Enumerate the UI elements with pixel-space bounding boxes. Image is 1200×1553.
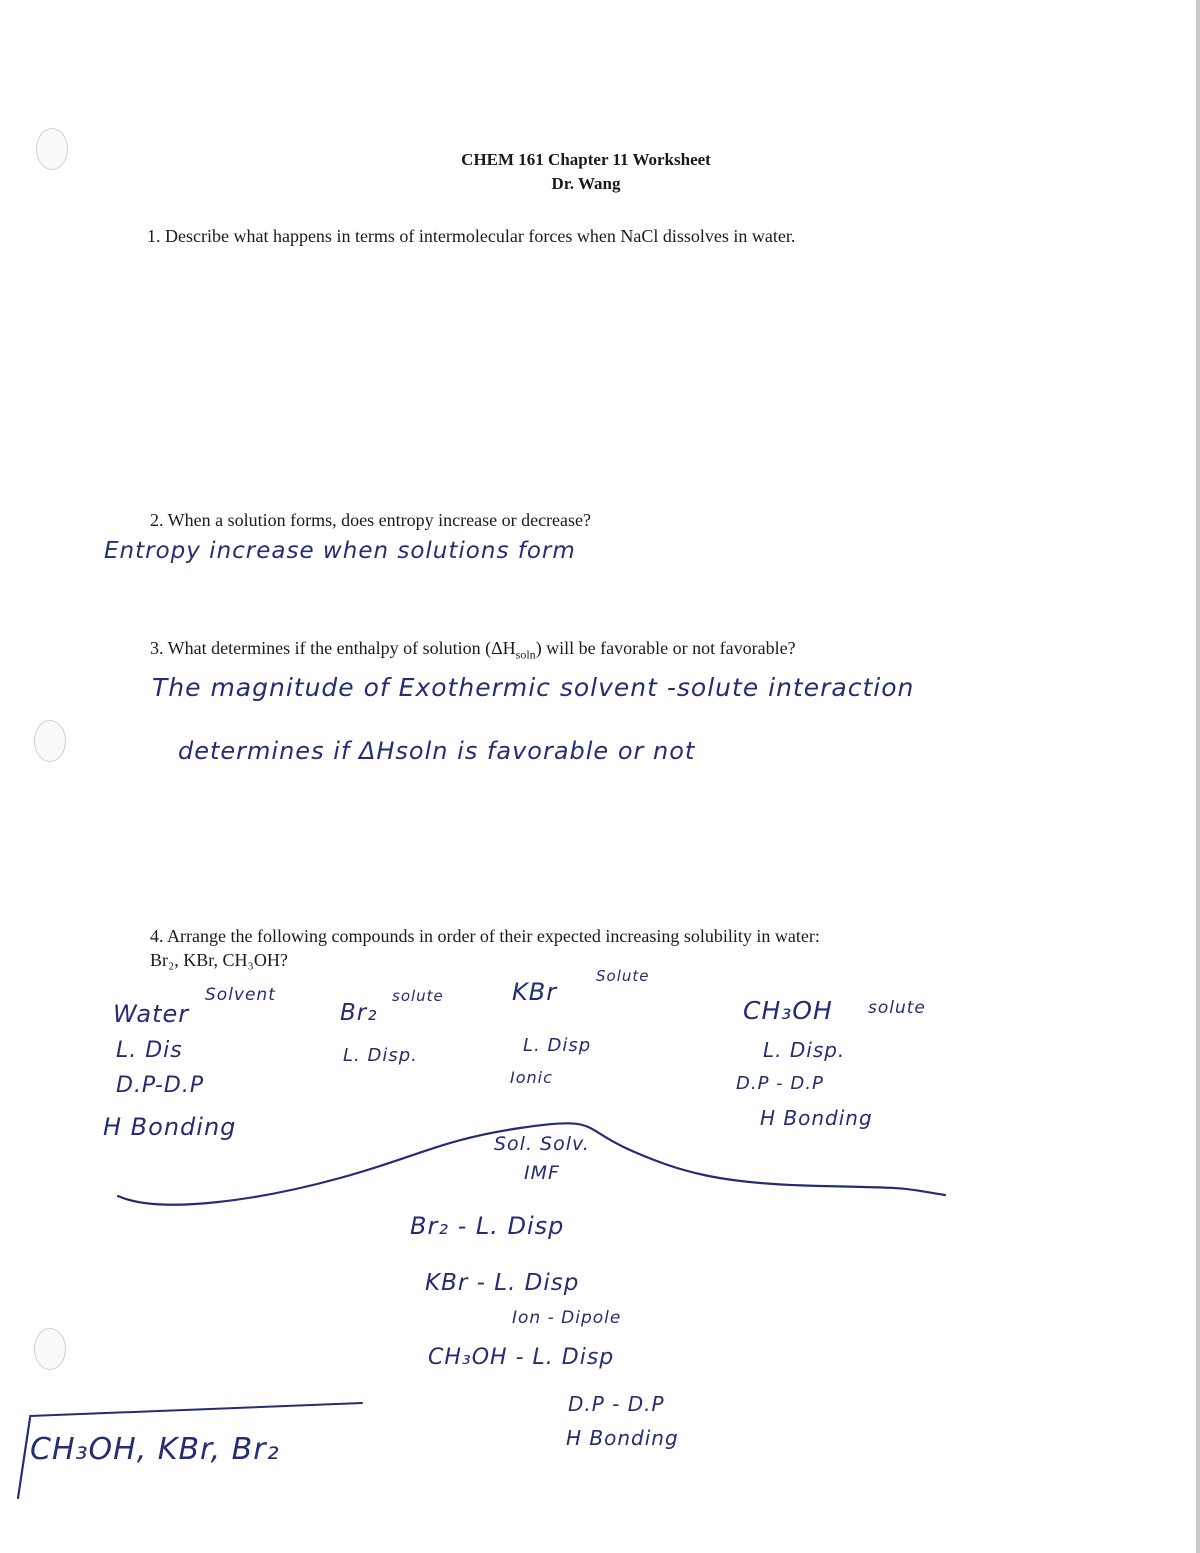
kbr-force-1: L. Disp [523,1035,592,1056]
water-label: Water [113,1000,190,1028]
final-answer: CH₃OH, KBr, Br₂ [30,1432,280,1467]
question-2: 2. When a solution forms, does entropy increase or decrease? [150,510,592,530]
br2-role: solute [392,987,444,1005]
answer-3-line-2: determines if ΔHsoln is favorable or not [178,737,696,765]
final-answer-bracket [18,1418,30,1498]
question-4-line-1: 4. Arrange the following compounds in order of their expected increasing solubility in water: [150,926,820,946]
ch3oh-force-2: D.P - D.P [736,1073,824,1094]
water-force-2: D.P-D.P [116,1073,205,1098]
br2-label: Br₂ [340,1000,378,1026]
ch3oh-force-3: H Bonding [760,1106,873,1130]
answer-3-line-1: The magnitude of Exothermic solvent -solute interaction [152,673,915,702]
compare-ch3oh: CH₃OH - L. Disp [428,1345,615,1370]
kbr-label: KBr [512,978,558,1006]
question-4-line-2: Br₂, KBr, CH₃OH? [150,950,288,970]
compare-ch3oh-force-2: D.P - D.P [568,1392,665,1416]
binder-hole-middle [34,720,66,762]
compare-br2: Br₂ - L. Disp [410,1212,565,1240]
question-1: 1. Describe what happens in terms of intermolecular forces when NaCl dissolves in water. [147,226,796,246]
compare-kbr-force-2: Ion - Dipole [512,1308,622,1328]
worksheet-title: CHEM 161 Chapter 11 Worksheet [461,150,711,169]
water-force-1: L. Dis [116,1038,183,1063]
imf-label: IMF [524,1162,560,1184]
question-3: 3. What determines if the enthalpy of solution $(\Delta H_{soln})$ will be favorable or not favorable? [150,638,796,662]
ch3oh-role: solute [868,998,926,1018]
br2-force-1: L. Disp. [343,1045,418,1066]
compare-ch3oh-force-3: H Bonding [566,1426,679,1450]
final-answer-underline [30,1403,362,1416]
water-force-3: H Bonding [103,1113,237,1141]
kbr-role: Solute [596,967,650,985]
ch3oh-label: CH₃OH [743,996,833,1025]
water-role: Solvent [205,985,276,1005]
sol-solv-label: Sol. Solv. [494,1133,590,1155]
page-edge [1196,0,1200,1553]
answer-2: Entropy increase when solutions form [104,538,576,564]
compare-kbr: KBr - L. Disp [425,1270,580,1296]
kbr-force-2: Ionic [510,1068,553,1087]
worksheet-author: Dr. Wang [551,174,621,193]
binder-hole-bottom [34,1328,66,1370]
ch3oh-force-1: L. Disp. [763,1038,846,1062]
